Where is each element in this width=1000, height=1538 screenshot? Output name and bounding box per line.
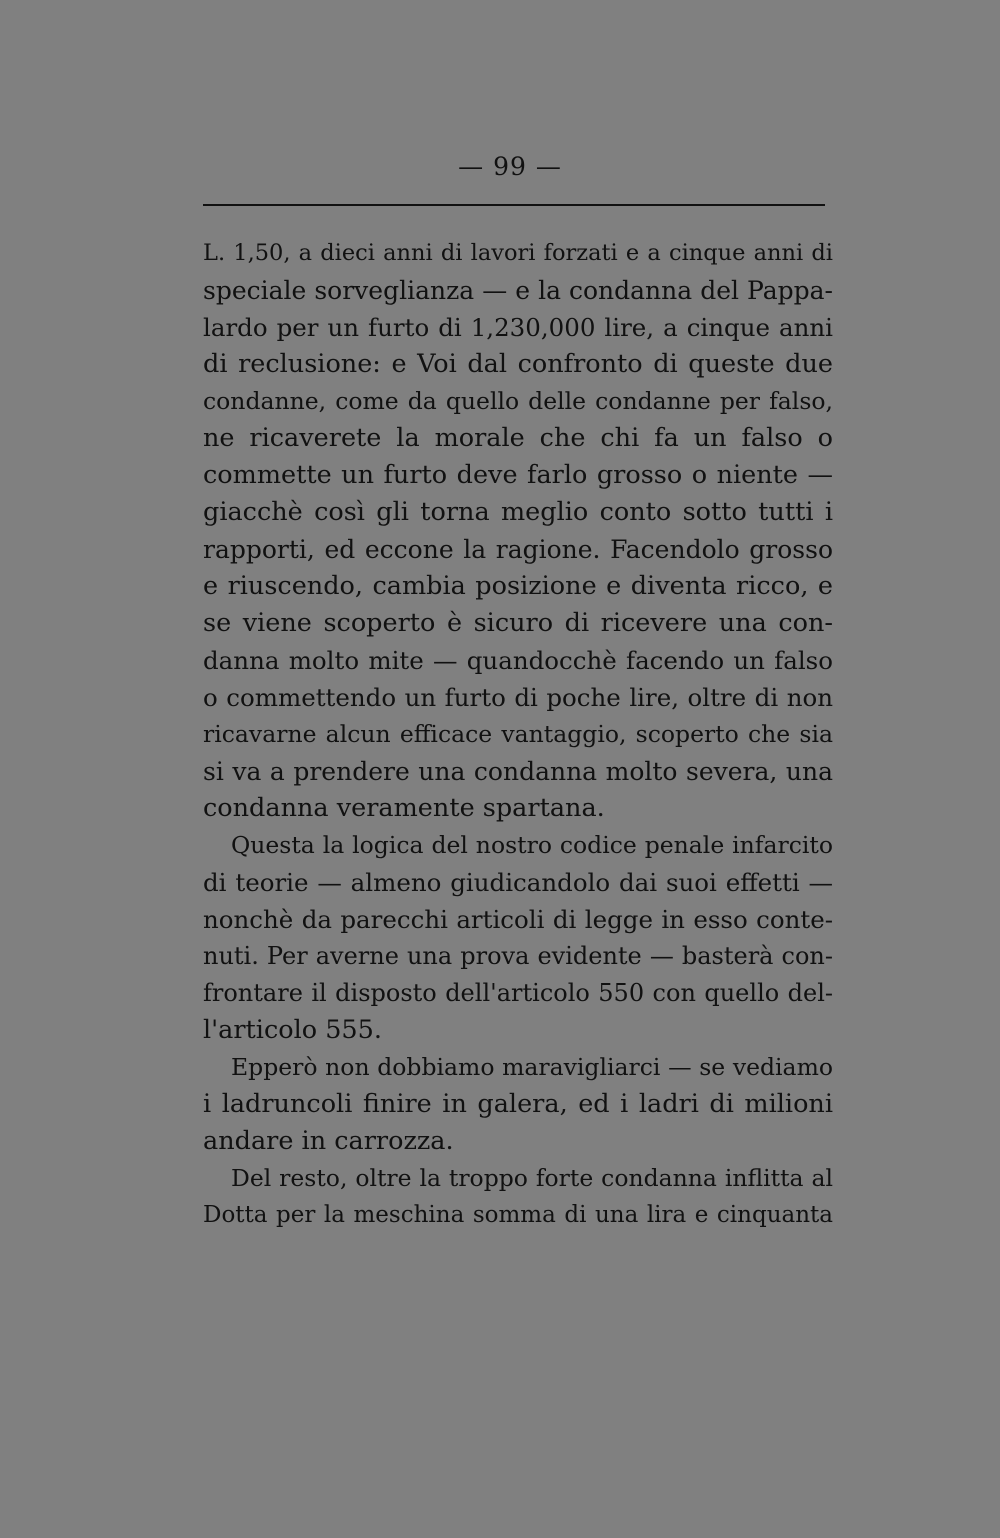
text-line: Epperò non dobbiamo maravigliarci — se vediamo: [231, 1053, 833, 1081]
text-line: andare in carrozza.: [203, 1126, 454, 1156]
text-line: condanna veramente spartana.: [203, 793, 605, 823]
text-line: e riuscendo, cambia posizione e diventa ricco, e: [203, 571, 833, 601]
text-line: ricavarne alcun efficace vantaggio, scoperto che sia: [203, 720, 833, 748]
text-line: Dotta per la meschina somma di una lira e cinquanta: [203, 1202, 833, 1228]
text-line: danna molto mite — quandocchè facendo un falso: [203, 646, 833, 675]
text-line: si va a prendere una condanna molto severa, una: [203, 757, 833, 786]
text-line: lardo per un furto di 1,230,000 lire, a cinque anni: [203, 313, 833, 342]
text-line: speciale sorveglianza — e la condanna del Pappa-: [203, 276, 833, 305]
text-line: ne ricaverete la morale che chi fa un falso o: [203, 423, 833, 453]
page-number: — 99 —: [458, 152, 562, 181]
text-line: nonchè da parecchi articoli di legge in esso conte-: [203, 905, 833, 934]
text-line: Questa la logica del nostro codice penale infarcito: [231, 831, 833, 859]
text-line: rapporti, ed eccone la ragione. Facendolo grosso: [203, 535, 833, 564]
text-line: Del resto, oltre la troppo forte condanna inflitta al: [231, 1164, 833, 1192]
text-line: di reclusione: e Voi dal confronto di queste due: [203, 349, 833, 379]
text-line: i ladruncoli finire in galera, ed i ladri di milioni: [203, 1089, 833, 1119]
text-line: nuti. Per averne una prova evidente — basterà con-: [203, 942, 833, 970]
text-line: o commettendo un furto di poche lire, oltre di non: [203, 683, 833, 712]
text-line: se viene scoperto è sicuro di ricevere una con-: [203, 608, 833, 638]
text-line: l'articolo 555.: [203, 1015, 382, 1045]
header-rule: [203, 204, 825, 206]
text-line: L. 1,50, a dieci anni di lavori forzati e a cinque anni di: [203, 240, 833, 266]
text-line: condanne, come da quello delle condanne per falso,: [203, 387, 833, 415]
text-line: di teorie — almeno giudicandolo dai suoi effetti —: [203, 868, 833, 897]
text-line: giacchè così gli torna meglio conto sotto tutti i: [203, 497, 833, 527]
text-line: frontare il disposto dell'articolo 550 con quello del-: [203, 979, 833, 1007]
body-text: [203, 235, 833, 1234]
text-line: commette un furto deve farlo grosso o niente —: [203, 460, 833, 490]
